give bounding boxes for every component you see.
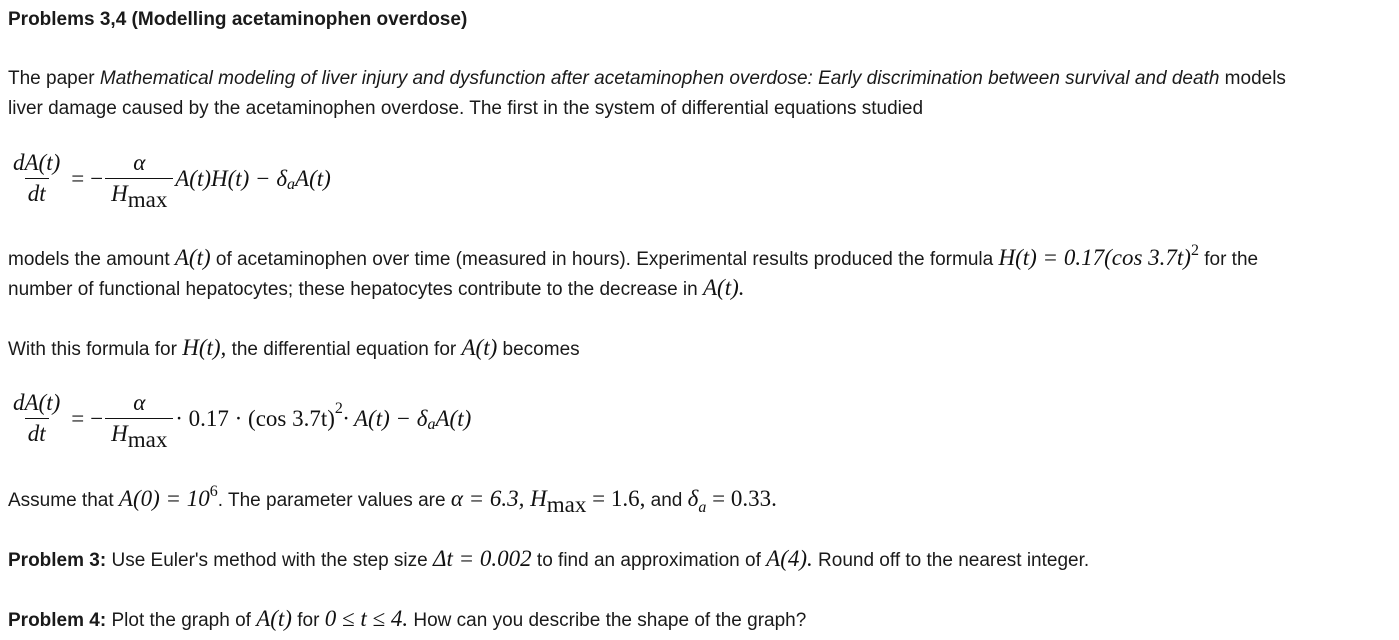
problem-3: Problem 3: Use Euler's method with the step size Δt = 0.002 to find an approximation of A(4). Round off to the nearest integer. [8, 546, 1090, 571]
page-title: Problems 3,4 (Modelling acetaminophen overdose) [8, 9, 468, 30]
paper-title: Mathematical modeling of liver injury and dysfunction after acetaminophen overdose: Early discrimination between survival and death [99, 68, 1220, 89]
assume-line: Assume that $A(0) = 10^6$. The parameter values are α = 6.3, Hmax = 1.6, and $\delta_a = 0.33$. [8, 483, 777, 517]
para2-line-1: models the amount A(t) of acetaminophen over time (measured in hours). Experimental results produced the formula H(t) = 0.17(cos 3.7t)$^2$ for the [8, 242, 1259, 270]
eq2-equals: = [71, 405, 85, 431]
eq2-rhs-tail: A(t) [435, 405, 472, 431]
hmax-value: Hmax = 1.6, [530, 486, 646, 517]
eq1-rhs: A(t)H(t) − δ [175, 165, 288, 191]
eq1-equals: = [71, 165, 85, 191]
A4-symbol: A(4). [766, 546, 813, 571]
eq1-lhs-fraction [10, 150, 63, 207]
problem-4: Problem 4: Plot the graph of A(t) for 0 ≤ t ≤ 4. How can you describe the shape of the graph? [8, 606, 807, 631]
eq2-alpha: α [133, 390, 146, 415]
Ht-symbol: H(t), [182, 335, 227, 360]
eq2-delta-sub: a [427, 415, 436, 433]
eq2-sup: 2 [334, 399, 343, 417]
H-formula: H(t) = 0.17(cos 3.7t) [998, 245, 1191, 270]
At-symbol-3: A(t) [461, 335, 498, 360]
eq2-minus: − [90, 405, 104, 431]
eq1-minus: − [90, 165, 104, 191]
eq2-hmax: Hmax [105, 418, 173, 447]
t-range: 0 ≤ t ≤ 4. [324, 606, 409, 631]
intro-prefix: The paper [8, 68, 100, 89]
eq1-lhs-numerator: dA(t) [13, 150, 61, 175]
intro-line-2: liver damage caused by the acetaminophen overdose. The first in the system of differential equations studied [8, 98, 924, 119]
eq2-alpha-fraction [105, 390, 173, 452]
delta-value: $\delta_a = 0.33$. [687, 486, 777, 516]
document-page [8, 0, 1399, 640]
A0-value: A(0) = 10 [118, 486, 210, 511]
eq1-alpha: α [133, 150, 146, 175]
eq1-delta-sub: a [287, 175, 296, 193]
alpha-value: α = 6.3, [450, 486, 531, 511]
problem-3-label: Problem 3: [8, 550, 107, 571]
eq2-lhs-numerator: dA(t) [13, 390, 61, 415]
problem-4-label: Problem 4: [8, 610, 107, 631]
eq2-lhs-fraction [10, 390, 63, 447]
para2-line-2: number of functional hepatocytes; these hepatocytes contribute to the decrease in A(t). [8, 275, 745, 300]
intro-suffix: models [1219, 68, 1286, 89]
eq1-alpha-fraction [105, 150, 173, 212]
equation-2 [8, 390, 472, 452]
eq2-rhs-b: · A(t) − δ [342, 405, 428, 431]
eq1-rhs-tail: A(t) [295, 165, 331, 191]
equation-1 [8, 150, 331, 212]
At-symbol-2: A(t). [703, 275, 745, 300]
eq1-lhs-denominator: dt [25, 178, 49, 207]
At-symbol-4: A(t) [256, 606, 292, 631]
eq2-rhs-a: · 0.17 · (cos 3.7t) [175, 405, 335, 431]
eq1-hmax: Hmax [105, 178, 173, 207]
intro-line-1 [8, 66, 1286, 92]
para3: With this formula for H(t), the differential equation for A(t) becomes [8, 335, 580, 360]
step-size: Δt = 0.002 [432, 546, 532, 571]
At-symbol: A(t) [174, 245, 211, 270]
eq2-lhs-denominator: dt [25, 418, 49, 447]
